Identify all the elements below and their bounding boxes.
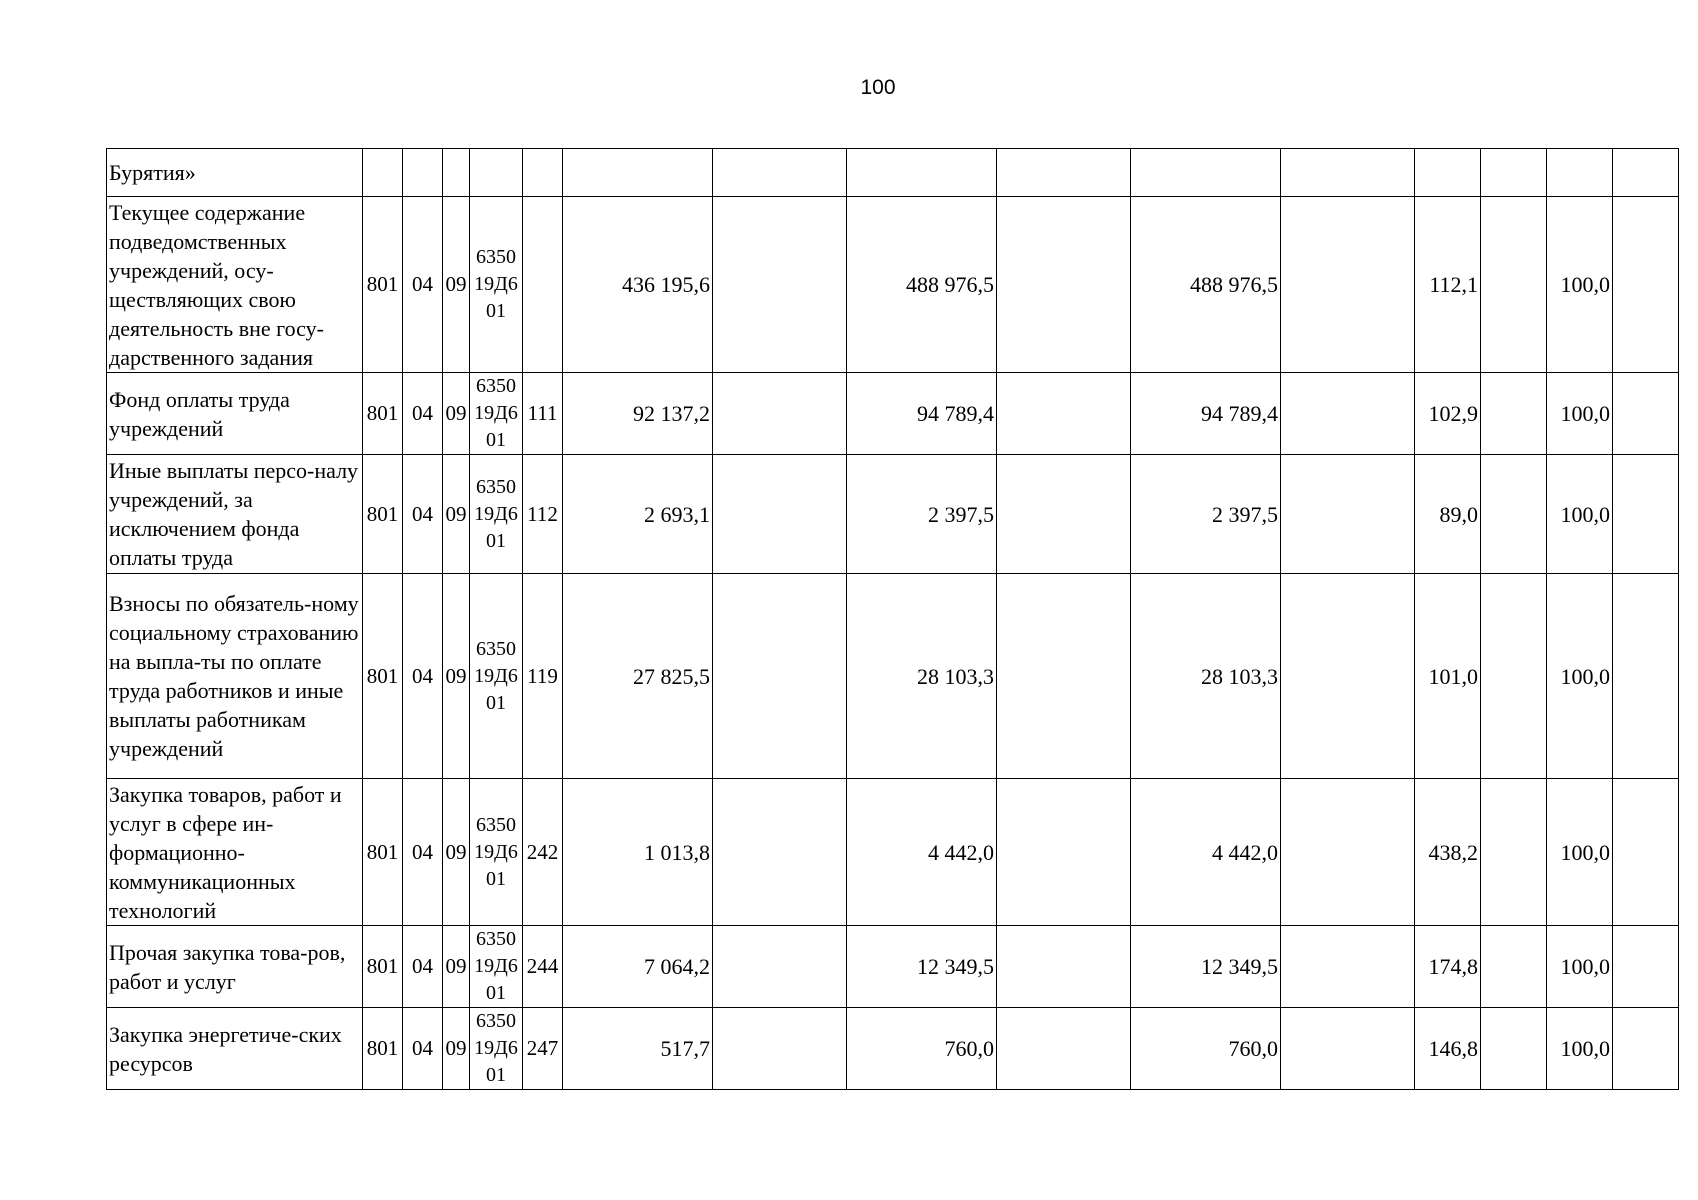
cell-vr: [523, 197, 563, 373]
cell-empty: [1613, 1008, 1679, 1090]
table-body: [107, 149, 1679, 1090]
cell-ved: [363, 149, 403, 197]
cell-vr: 112: [523, 455, 563, 574]
cell-rz: 04: [403, 926, 443, 1008]
table-row: [107, 574, 1679, 779]
cell-empty: [997, 926, 1131, 1008]
cell-percent-2: 100,0: [1547, 373, 1613, 455]
cell-rz: 04: [403, 1008, 443, 1090]
cell-pr: 09: [443, 455, 470, 574]
cell-csr: 6350 19Д6 01: [470, 1008, 523, 1090]
cell-percent-1: 146,8: [1415, 1008, 1481, 1090]
cell-empty: [1281, 197, 1415, 373]
cell-empty: [1613, 149, 1679, 197]
cell-csr: [470, 149, 523, 197]
table-row: [107, 1008, 1679, 1090]
row-name: Текущее содержание подведомственных учреждений, осу-ществляющих свою деятельность вне госу-дарственного задания: [107, 197, 363, 373]
cell-pr: 09: [443, 373, 470, 455]
cell-empty: [997, 149, 1131, 197]
cell-value-2: 488 976,5: [847, 197, 997, 373]
cell-csr: 6350 19Д6 01: [470, 455, 523, 574]
cell-value-2: 4 442,0: [847, 779, 997, 926]
cell-value-1: 2 693,1: [563, 455, 713, 574]
table-row: [107, 149, 1679, 197]
cell-empty: [1613, 926, 1679, 1008]
cell-empty: [1281, 455, 1415, 574]
cell-empty: [1481, 779, 1547, 926]
cell-percent-1: 112,1: [1415, 197, 1481, 373]
cell-percent-1: [1415, 149, 1481, 197]
cell-empty: [997, 1008, 1131, 1090]
cell-value-3: 28 103,3: [1131, 574, 1281, 779]
cell-vr: 242: [523, 779, 563, 926]
cell-pr: 09: [443, 1008, 470, 1090]
cell-rz: 04: [403, 574, 443, 779]
cell-empty: [997, 197, 1131, 373]
cell-value-2: 760,0: [847, 1008, 997, 1090]
cell-percent-2: 100,0: [1547, 1008, 1613, 1090]
cell-value-2: 12 349,5: [847, 926, 997, 1008]
cell-pr: [443, 149, 470, 197]
cell-value-3: 12 349,5: [1131, 926, 1281, 1008]
cell-rz: 04: [403, 197, 443, 373]
cell-value-1: 27 825,5: [563, 574, 713, 779]
cell-vr: 111: [523, 373, 563, 455]
cell-empty: [1481, 455, 1547, 574]
cell-value-2: 28 103,3: [847, 574, 997, 779]
table-row: [107, 926, 1679, 1008]
cell-percent-2: 100,0: [1547, 926, 1613, 1008]
table-row: [107, 373, 1679, 455]
row-name: Закупка товаров, работ и услуг в сфере ин-формационно-коммуникационных технологий: [107, 779, 363, 926]
cell-empty: [713, 197, 847, 373]
cell-ved: 801: [363, 373, 403, 455]
table-row: [107, 197, 1679, 373]
cell-empty: [713, 1008, 847, 1090]
cell-vr: 244: [523, 926, 563, 1008]
cell-csr: 6350 19Д6 01: [470, 926, 523, 1008]
row-name: Иные выплаты персо-налу учреждений, за исключением фонда оплаты труда: [107, 455, 363, 574]
cell-empty: [1481, 926, 1547, 1008]
cell-empty: [713, 574, 847, 779]
row-name: Бурятия»: [107, 149, 363, 197]
cell-empty: [713, 455, 847, 574]
cell-csr: 6350 19Д6 01: [470, 373, 523, 455]
cell-csr: 6350 19Д6 01: [470, 197, 523, 373]
cell-empty: [1613, 373, 1679, 455]
cell-ved: 801: [363, 197, 403, 373]
cell-empty: [1481, 1008, 1547, 1090]
cell-percent-1: 101,0: [1415, 574, 1481, 779]
budget-table: [106, 148, 1679, 1090]
cell-vr: 247: [523, 1008, 563, 1090]
row-name: Прочая закупка това-ров, работ и услуг: [107, 926, 363, 1008]
cell-csr: 6350 19Д6 01: [470, 779, 523, 926]
row-name: Взносы по обязатель-ному социальному страхованию на выпла-ты по оплате труда работников и иные выплаты работникам учреждений: [107, 574, 363, 779]
cell-empty: [1613, 779, 1679, 926]
cell-empty: [1281, 926, 1415, 1008]
cell-ved: 801: [363, 1008, 403, 1090]
cell-rz: 04: [403, 779, 443, 926]
cell-percent-2: [1547, 149, 1613, 197]
cell-value-1: 517,7: [563, 1008, 713, 1090]
cell-empty: [1613, 574, 1679, 779]
table-row: [107, 455, 1679, 574]
cell-percent-1: 102,9: [1415, 373, 1481, 455]
row-name: Фонд оплаты труда учреждений: [107, 373, 363, 455]
cell-value-1: [563, 149, 713, 197]
cell-empty: [1481, 149, 1547, 197]
row-name: Закупка энергетиче-ских ресурсов: [107, 1008, 363, 1090]
cell-empty: [1281, 779, 1415, 926]
table-row: [107, 779, 1679, 926]
cell-pr: 09: [443, 779, 470, 926]
cell-rz: 04: [403, 455, 443, 574]
cell-value-2: 2 397,5: [847, 455, 997, 574]
cell-rz: [403, 149, 443, 197]
cell-ved: 801: [363, 926, 403, 1008]
cell-empty: [1613, 197, 1679, 373]
cell-value-3: 760,0: [1131, 1008, 1281, 1090]
cell-pr: 09: [443, 197, 470, 373]
cell-value-3: 4 442,0: [1131, 779, 1281, 926]
cell-empty: [1481, 574, 1547, 779]
cell-empty: [713, 926, 847, 1008]
cell-percent-2: 100,0: [1547, 455, 1613, 574]
cell-percent-1: 438,2: [1415, 779, 1481, 926]
cell-vr: [523, 149, 563, 197]
cell-value-3: 488 976,5: [1131, 197, 1281, 373]
cell-percent-1: 174,8: [1415, 926, 1481, 1008]
cell-value-3: 94 789,4: [1131, 373, 1281, 455]
cell-value-1: 1 013,8: [563, 779, 713, 926]
cell-ved: 801: [363, 574, 403, 779]
cell-empty: [1481, 373, 1547, 455]
cell-value-2: [847, 149, 997, 197]
cell-percent-2: 100,0: [1547, 779, 1613, 926]
cell-ved: 801: [363, 779, 403, 926]
cell-value-3: [1131, 149, 1281, 197]
cell-empty: [713, 149, 847, 197]
cell-empty: [997, 373, 1131, 455]
cell-rz: 04: [403, 373, 443, 455]
cell-empty: [713, 373, 847, 455]
cell-value-1: 436 195,6: [563, 197, 713, 373]
cell-vr: 119: [523, 574, 563, 779]
cell-value-1: 7 064,2: [563, 926, 713, 1008]
cell-empty: [1281, 373, 1415, 455]
cell-ved: 801: [363, 455, 403, 574]
cell-empty: [1281, 574, 1415, 779]
cell-percent-2: 100,0: [1547, 574, 1613, 779]
cell-percent-2: 100,0: [1547, 197, 1613, 373]
cell-empty: [1481, 197, 1547, 373]
cell-value-1: 92 137,2: [563, 373, 713, 455]
cell-csr: 6350 19Д6 01: [470, 574, 523, 779]
cell-percent-1: 89,0: [1415, 455, 1481, 574]
cell-empty: [997, 779, 1131, 926]
cell-pr: 09: [443, 574, 470, 779]
page-number: 100: [860, 76, 896, 99]
cell-empty: [713, 779, 847, 926]
cell-pr: 09: [443, 926, 470, 1008]
cell-value-3: 2 397,5: [1131, 455, 1281, 574]
cell-empty: [1281, 149, 1415, 197]
cell-value-2: 94 789,4: [847, 373, 997, 455]
cell-empty: [1613, 455, 1679, 574]
cell-empty: [997, 455, 1131, 574]
cell-empty: [1281, 1008, 1415, 1090]
cell-empty: [997, 574, 1131, 779]
